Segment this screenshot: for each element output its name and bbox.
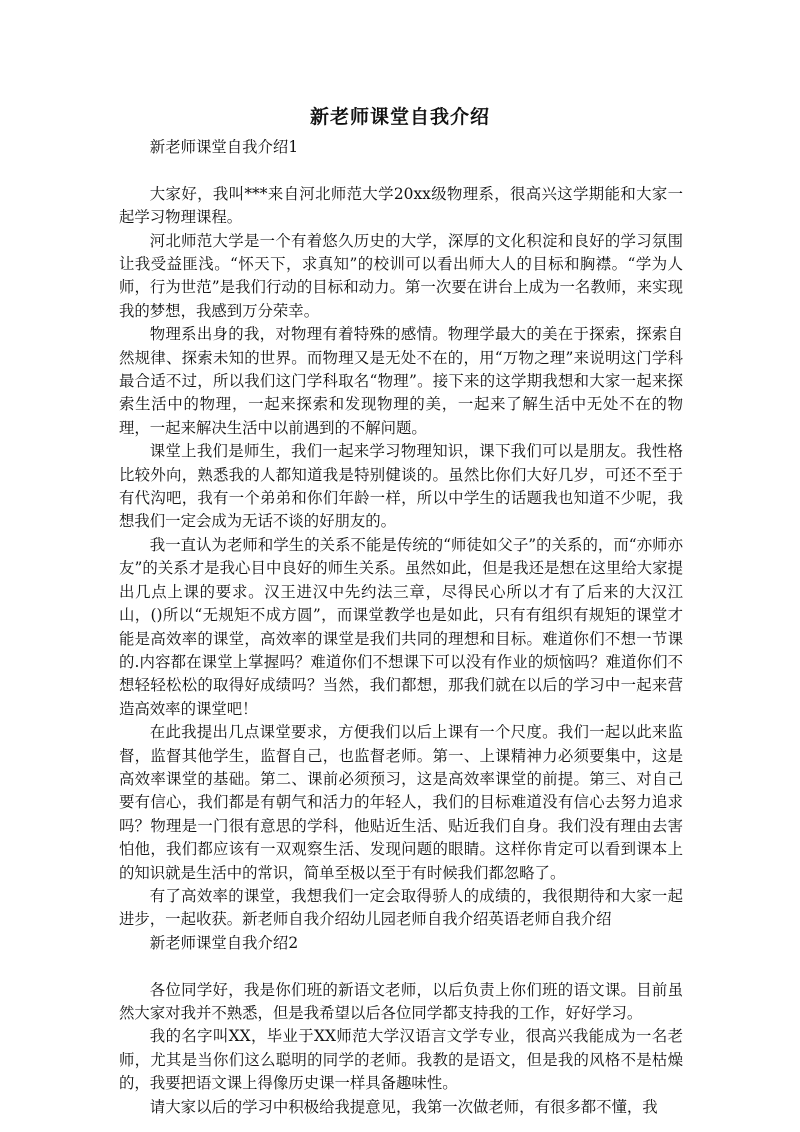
paragraph: 课堂上我们是师生，我们一起来学习物理知识，课下我们可以是朋友。我性格比较外向，熟悉我的人都知道我是特别健谈的。虽然比你们大好几岁，可还不至于有代沟吧，我有一个弟弟和你们年龄一样，所以中学生的话题我也知道不少呢，我想我们一定会成为无话不谈的好朋友的。: [119, 442, 683, 531]
paragraph: 物理系出身的我，对物理有着特殊的感情。物理学最大的美在于探索，探索自然规律、探索未知的世界。而物理又是无处不在的，用“万物之理”来说明这门学科最合适不过，所以我们这门学科取名“物理”。接下来的这学期我想和大家一起来探索生活中的物理，一起来探索和发现物理的美，一起来了解生活中无处不在的物理，一起来解决生活中以前遇到的不解问题。: [119, 325, 683, 437]
paragraph: 在此我提出几点课堂要求，方便我们以后上课有一个尺度。我们一起以此来监督，监督其他学生，监督自己，也监督老师。第一、上课精神力必须要集中，这是高效率课堂的基础。第二、课前必须预习，这是高效率课堂的前提。第三、对自己要有信心，我们都是有朝气和活力的年轻人，我们的目标难道没有信心去努力追求吗？物理是一门很有意思的学科，他贴近生活、贴近我们自身。我们没有理由去害怕他，我们都应该有一双观察生活、发现问题的眼睛。这样你肯定可以看到课本上的知识就是生活中的常识，简单至极以至于有时候我们都忽略了。: [119, 723, 683, 882]
paragraph: 请大家以后的学习中积极给我提意见，我第一次做老师，有很多都不懂，我: [149, 1097, 658, 1116]
section2-heading: 新老师课堂自我介绍2: [149, 933, 299, 952]
blank-line: [119, 955, 683, 978]
paragraph: 我一直认为老师和学生的关系不能是传统的“师徒如父子”的关系的，而“亦师亦友”的关系才是我心目中良好的师生关系。虽然如此，但是我还是想在这里给大家提出几点上课的要求。汉王进汉中先约法三章，尽得民心所以才有了后来的大汉江山，()所以“无规矩不成方圆”，而课堂教学也是如此，只有有组织有规矩的课堂才能是高效率的课堂，高效率的课堂是我们共同的理想和目标。难道你们不想一节课的.内容都在课堂上掌握吗？难道你们不想课下可以没有作业的烦恼吗？难道你们不想轻轻松松的取得好成绩吗？当然，我们都想，那我们就在以后的学习中一起来营造高效率的课堂吧！: [119, 535, 683, 718]
document-body: [119, 136, 683, 1119]
paragraph: 有了高效率的课堂，我想我们一定会取得骄人的成绩的，我很期待和大家一起进步，一起收获。新老师自我介绍幼儿园老师自我介绍英语老师自我介绍: [119, 886, 683, 929]
paragraph: 大家好，我叫***来自河北师范大学20xx级物理系，很高兴这学期能和大家一起学习物理课程。: [119, 184, 683, 227]
document-title: 新老师课堂自我介绍: [309, 106, 490, 128]
paragraph: 各位同学好，我是你们班的新语文老师，以后负责上你们班的语文课。目前虽然大家对我并不熟悉，但是我希望以后各位同学都支持我的工作，好好学习。: [119, 980, 683, 1022]
paragraph: 我的名字叫XX，毕业于XX师范大学汉语言文学专业，很高兴我能成为一名老师，尤其是当你们这么聪明的同学的老师。我教的是语文，但是我的风格不是枯燥的，我要把语文课上得像历史课一样具备趣味性。: [119, 1027, 683, 1093]
paragraph: 河北师范大学是一个有着悠久历史的大学，深厚的文化积淀和良好的学习氛围让我受益匪浅。“怀天下，求真知”的校训可以看出师大人的目标和胸襟。“学为人师，行为世范”是我们行动的目标和动力。第一次要在讲台上成为一名教师，来实现我的梦想，我感到万分荣幸。: [119, 231, 683, 320]
blank-line: [119, 159, 683, 182]
section1-heading: 新老师课堂自我介绍1: [149, 138, 299, 156]
